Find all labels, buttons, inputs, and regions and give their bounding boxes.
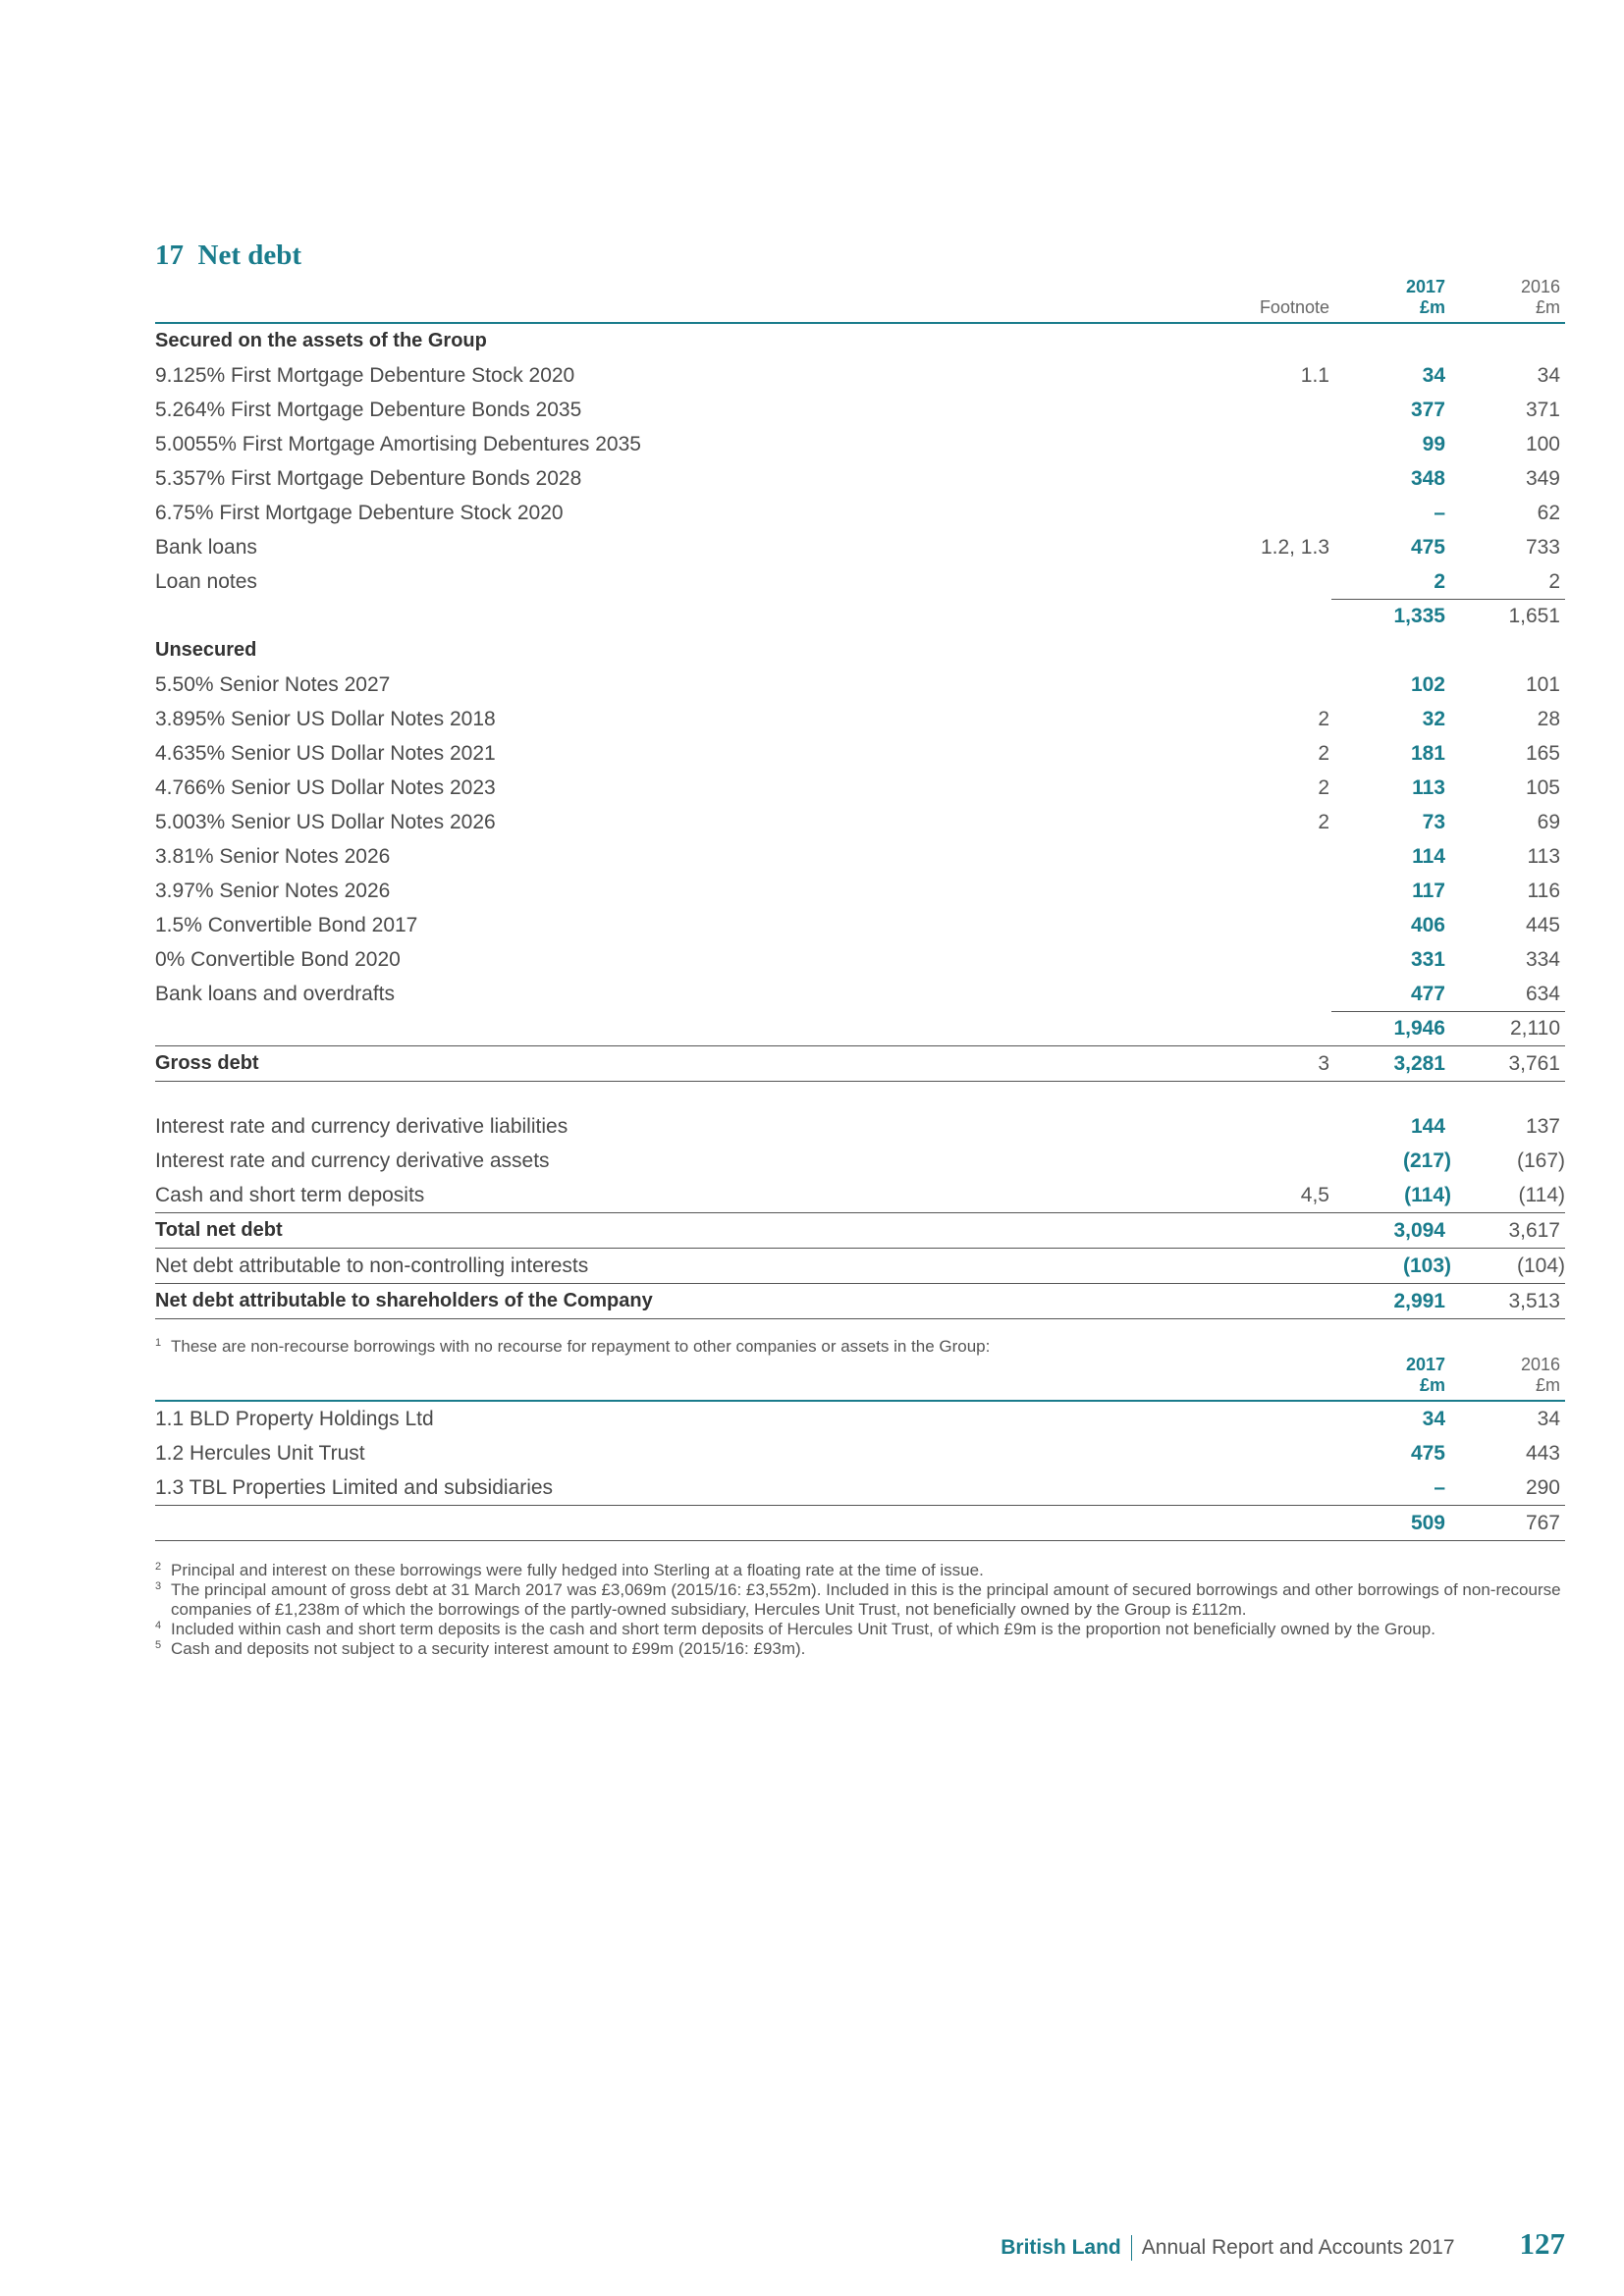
footnote-text: The principal amount of gross debt at 31 March 2017 was £3,069m (2015/16: £3,552m). Included in this is the principal amount of secured borrowings and other borrowings of non-recourse companies of £1,238m of which the borrowings of the partly-owned subsidiary, Hercules Unit Trust, not beneficially owned by the Group is £112m.: [171, 1580, 1561, 1619]
footnote-2: [155, 1561, 1565, 1580]
row-label: 5.003% Senior US Dollar Notes 2026: [155, 811, 496, 833]
row-value-2017: 2: [1434, 570, 1445, 593]
row-footnote: 2: [1318, 742, 1329, 765]
footnote-mark: 3: [155, 1580, 162, 1592]
table2-header-2016: 2016 £m: [1520, 1355, 1560, 1395]
footnote-1-mark: 1: [155, 1337, 162, 1349]
gross-debt-row: [155, 1046, 1565, 1082]
row-label: 1.1 BLD Property Holdings Ltd: [155, 1408, 434, 1430]
footer-brand: British Land: [1001, 2236, 1121, 2259]
row-value-2016: 113: [1527, 845, 1560, 868]
row-value-2017: 99: [1422, 433, 1445, 455]
row-value-2016: 349: [1525, 467, 1560, 490]
table-row: [155, 564, 1565, 599]
table2-rows: [155, 1402, 1565, 1506]
row-value-2016: 733: [1525, 536, 1560, 559]
page-number: 127: [1519, 2226, 1565, 2261]
gross-debt-2016: 3,761: [1508, 1052, 1560, 1075]
table-row: [155, 358, 1565, 393]
footnote-3: [155, 1580, 1565, 1620]
row-value-2016: (167): [1516, 1149, 1565, 1172]
row-value-2017: 34: [1422, 364, 1445, 387]
secured-subtotal-2017: 1,335: [1393, 605, 1445, 627]
row-value-2016: 101: [1525, 673, 1560, 696]
table2-total-2017: 509: [1410, 1512, 1445, 1534]
row-label: 1.2 Hercules Unit Trust: [155, 1442, 365, 1465]
row-value-2017: 73: [1422, 811, 1445, 833]
nci-2017: (103): [1402, 1255, 1451, 1277]
row-label: 0% Convertible Bond 2020: [155, 948, 401, 971]
table-row: [155, 977, 1565, 1011]
table-row: [155, 1144, 1565, 1178]
row-value-2017: 102: [1410, 673, 1445, 696]
table-row: [155, 771, 1565, 805]
row-footnote: 4,5: [1300, 1184, 1329, 1206]
row-value-2017: (114): [1404, 1184, 1451, 1206]
row-value-2016: 165: [1525, 742, 1560, 765]
total-net-debt-2017: 3,094: [1393, 1219, 1445, 1242]
table2-total-row: [155, 1506, 1565, 1541]
secured-rows: [155, 358, 1565, 599]
row-value-2016: 371: [1525, 399, 1560, 421]
nci-2016: (104): [1516, 1255, 1565, 1277]
secured-heading-row: [155, 324, 1565, 358]
footnote-5: [155, 1639, 1565, 1659]
secured-heading: Secured on the assets of the Group: [155, 330, 487, 351]
row-label: Bank loans: [155, 536, 257, 559]
table-row: [155, 530, 1565, 564]
row-label: 3.895% Senior US Dollar Notes 2018: [155, 708, 496, 730]
table-row: [155, 839, 1565, 874]
shareholders-label: Net debt attributable to shareholders of the Company: [155, 1290, 653, 1311]
table-row: [155, 1402, 1565, 1436]
total-net-debt-label: Total net debt: [155, 1219, 283, 1241]
row-value-2017: –: [1434, 502, 1445, 524]
row-label: 3.97% Senior Notes 2026: [155, 880, 391, 902]
row-label: 4.635% Senior US Dollar Notes 2021: [155, 742, 496, 765]
row-value-2016: (114): [1518, 1184, 1565, 1206]
row-label: 6.75% First Mortgage Debenture Stock 2020: [155, 502, 564, 524]
row-label: 1.5% Convertible Bond 2017: [155, 914, 418, 936]
table-header: [155, 273, 1565, 324]
row-footnote: 1.2, 1.3: [1260, 536, 1329, 559]
footnote-mark: 5: [155, 1639, 162, 1651]
row-value-2016: 290: [1525, 1476, 1560, 1499]
row-footnote: 2: [1318, 811, 1329, 833]
row-label: Cash and short term deposits: [155, 1184, 425, 1206]
table2-total-2016: 767: [1525, 1512, 1560, 1534]
gross-debt-label: Gross debt: [155, 1052, 259, 1074]
row-value-2017: 181: [1410, 742, 1445, 765]
row-value-2016: 2: [1548, 570, 1560, 593]
unsecured-subtotal-2017: 1,946: [1393, 1017, 1445, 1040]
footnotes: [155, 1561, 1565, 1659]
row-value-2017: 32: [1422, 708, 1445, 730]
table-row: [155, 427, 1565, 461]
row-value-2017: 144: [1410, 1115, 1445, 1138]
nci-row: [155, 1248, 1565, 1283]
row-value-2016: 34: [1537, 364, 1560, 387]
row-label: Interest rate and currency derivative assets: [155, 1149, 550, 1172]
row-value-2016: 443: [1525, 1442, 1560, 1465]
row-value-2016: 69: [1537, 811, 1560, 833]
section-title-text: Net debt: [197, 240, 302, 271]
unsecured-heading-row: [155, 633, 1565, 667]
row-value-2016: 105: [1525, 776, 1560, 799]
row-footnote: 1.1: [1300, 364, 1329, 387]
row-label: 5.264% First Mortgage Debenture Bonds 2035: [155, 399, 582, 421]
row-value-2017: 406: [1410, 914, 1445, 936]
table-row: [155, 908, 1565, 942]
table-row: [155, 702, 1565, 736]
total-net-debt-2016: 3,617: [1508, 1219, 1560, 1242]
section-number: 17: [155, 240, 184, 271]
secured-subtotal-2016: 1,651: [1508, 605, 1560, 627]
row-label: 5.50% Senior Notes 2027: [155, 673, 391, 696]
unsecured-subtotal-row: [155, 1011, 1565, 1046]
row-label: 3.81% Senior Notes 2026: [155, 845, 391, 868]
section-title: [155, 240, 301, 272]
footnote-mark: 2: [155, 1561, 162, 1573]
row-value-2016: 116: [1527, 880, 1560, 902]
gross-debt-footnote: 3: [1318, 1052, 1329, 1075]
row-label: 5.357% First Mortgage Debenture Bonds 2028: [155, 467, 582, 490]
row-footnote: 2: [1318, 776, 1329, 799]
footnote-4: [155, 1620, 1565, 1639]
table-row: [155, 461, 1565, 496]
table-row: [155, 1436, 1565, 1470]
row-value-2017: –: [1434, 1476, 1445, 1499]
derivative-rows: [155, 1109, 1565, 1212]
row-label: Bank loans and overdrafts: [155, 983, 395, 1005]
row-value-2017: 348: [1410, 467, 1445, 490]
row-value-2017: 113: [1412, 776, 1445, 799]
table-row: [155, 736, 1565, 771]
row-value-2016: 100: [1525, 433, 1560, 455]
row-value-2017: 377: [1410, 399, 1445, 421]
row-value-2017: 34: [1422, 1408, 1445, 1430]
row-value-2016: 634: [1525, 983, 1560, 1005]
footnote-mark: 4: [155, 1620, 162, 1631]
footnote-text: Principal and interest on these borrowings were fully hedged into Sterling at a floating rate at the time of issue.: [171, 1561, 984, 1579]
gross-debt-2017: 3,281: [1393, 1052, 1445, 1075]
table-row: [155, 874, 1565, 908]
footnote-text: Included within cash and short term deposits is the cash and short term deposits of Hercules Unit Trust, of which £9m is the proportion not beneficially owned by the Group.: [171, 1620, 1435, 1638]
footnote-1: [155, 1337, 1565, 1357]
net-debt-table: [155, 273, 1565, 1659]
table-row: [155, 393, 1565, 427]
unsecured-subtotal-2016: 2,110: [1510, 1017, 1560, 1040]
row-value-2017: 477: [1410, 983, 1445, 1005]
footnote-1-text: These are non-recourse borrowings with no recourse for repayment to other companies or assets in the Group:: [171, 1337, 991, 1356]
row-label: 5.0055% First Mortgage Amortising Debentures 2035: [155, 433, 641, 455]
table-row: [155, 1109, 1565, 1144]
table-row: [155, 496, 1565, 530]
table-row: [155, 805, 1565, 839]
table-row: [155, 942, 1565, 977]
table2-header: [155, 1357, 1565, 1402]
row-label: Interest rate and currency derivative liabilities: [155, 1115, 568, 1138]
header-footnote: Footnote: [1259, 297, 1329, 317]
row-value-2017: 117: [1412, 880, 1445, 902]
row-label: Loan notes: [155, 570, 257, 593]
footer-report: Annual Report and Accounts 2017: [1141, 2236, 1455, 2259]
row-value-2016: 62: [1537, 502, 1560, 524]
table-row: [155, 667, 1565, 702]
shareholders-2017: 2,991: [1393, 1290, 1445, 1312]
row-label: 4.766% Senior US Dollar Notes 2023: [155, 776, 496, 799]
row-label: 1.3 TBL Properties Limited and subsidiaries: [155, 1476, 554, 1499]
shareholders-row: [155, 1283, 1565, 1319]
header-2016: 2016 £m: [1520, 277, 1560, 317]
row-value-2016: 445: [1525, 914, 1560, 936]
row-value-2017: 475: [1410, 1442, 1445, 1465]
row-value-2016: 28: [1537, 708, 1560, 730]
row-value-2017: 331: [1410, 948, 1445, 971]
nci-label: Net debt attributable to non-controlling interests: [155, 1255, 589, 1277]
row-value-2017: 475: [1410, 536, 1445, 559]
row-value-2016: 334: [1525, 948, 1560, 971]
row-value-2016: 34: [1537, 1408, 1560, 1430]
row-value-2017: 114: [1412, 845, 1445, 868]
secured-subtotal-row: [155, 599, 1565, 633]
total-net-debt-row: [155, 1212, 1565, 1248]
table2-header-2017: 2017 £m: [1405, 1355, 1445, 1395]
row-label: 9.125% First Mortgage Debenture Stock 2020: [155, 364, 575, 387]
shareholders-2016: 3,513: [1508, 1290, 1560, 1312]
header-2017: 2017 £m: [1405, 277, 1445, 317]
unsecured-rows: [155, 667, 1565, 1011]
row-value-2016: 137: [1525, 1115, 1560, 1138]
row-footnote: 2: [1318, 708, 1329, 730]
table-row: [155, 1470, 1565, 1506]
page-footer: [1001, 2226, 1565, 2262]
unsecured-heading: Unsecured: [155, 639, 257, 661]
row-value-2017: (217): [1402, 1149, 1451, 1172]
table-row: [155, 1178, 1565, 1212]
footnote-text: Cash and deposits not subject to a security interest amount to £99m (2015/16: £93m).: [171, 1639, 806, 1658]
